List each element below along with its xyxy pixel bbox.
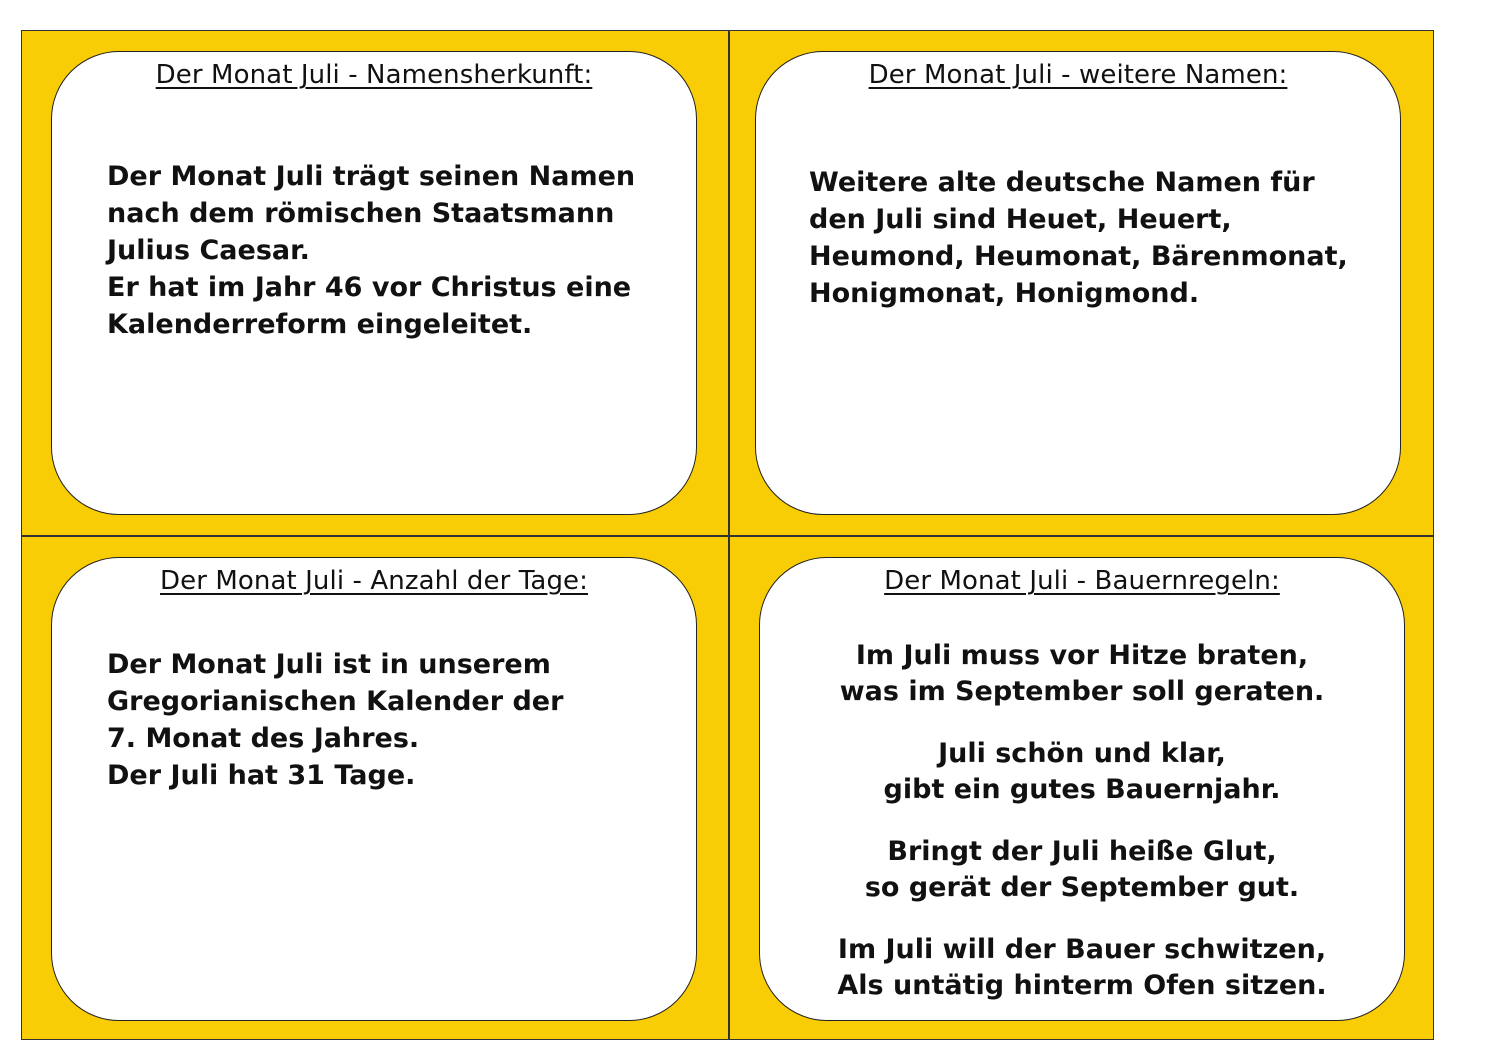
card-weitere-namen: [755, 51, 1401, 515]
card-body: [107, 646, 563, 794]
rule-line: Juli schön und klar,: [938, 738, 1226, 769]
rule-line: Im Juli muss vor Hitze braten,: [855, 640, 1309, 671]
card-anzahl-tage: [51, 557, 697, 1021]
card-title: Der Monat Juli - Bauernregeln:: [884, 566, 1280, 596]
card-body: [107, 158, 635, 343]
text-line: Der Monat Juli trägt seinen Namen: [107, 161, 636, 192]
text-line: Der Juli hat 31 Tage.: [107, 760, 416, 791]
text-line: Honigmonat, Honigmond.: [809, 278, 1200, 309]
card-title: Der Monat Juli - Anzahl der Tage:: [159, 566, 589, 596]
text-line: Julius Caesar.: [107, 235, 310, 266]
rule-item: [760, 736, 1404, 808]
card-bauernregeln: [759, 557, 1405, 1021]
card-cell-namensherkunft: [22, 31, 728, 535]
text-line: Kalenderreform eingeleitet.: [107, 309, 533, 340]
rules-list: [760, 638, 1404, 1030]
rule-item: [760, 834, 1404, 906]
rule-item: [760, 932, 1404, 1004]
card-cell-weitere-namen: [728, 31, 1433, 535]
rule-line: Im Juli will der Bauer schwitzen,: [837, 934, 1327, 965]
text-line: Der Monat Juli ist in unserem: [107, 649, 551, 680]
text-line: 7. Monat des Jahres.: [107, 723, 420, 754]
rule-line: so gerät der September gut.: [864, 872, 1300, 903]
card-sheet: [21, 30, 1434, 1040]
card-cell-bauernregeln: [728, 535, 1433, 1039]
card-title: Der Monat Juli - weitere Namen:: [868, 60, 1288, 90]
text-line: nach dem römischen Staatsmann: [107, 198, 615, 229]
card-body: [809, 164, 1348, 312]
rule-line: was im September soll geraten.: [839, 676, 1325, 707]
text-line: Heumond, Heumonat, Bärenmonat,: [809, 241, 1348, 272]
card-cell-anzahl-tage: [22, 535, 728, 1039]
text-line: Er hat im Jahr 46 vor Christus eine: [107, 272, 632, 303]
text-line: Weitere alte deutsche Namen für: [809, 167, 1315, 198]
card-namensherkunft: [51, 51, 697, 515]
text-line: Gregorianischen Kalender der: [107, 686, 564, 717]
card-title: Der Monat Juli - Namensherkunft:: [155, 60, 593, 90]
text-line: den Juli sind Heuet, Heuert,: [809, 204, 1232, 235]
rule-line: Bringt der Juli heiße Glut,: [887, 836, 1277, 867]
rule-line: Als untätig hinterm Ofen sitzen.: [837, 970, 1327, 1001]
rule-item: [760, 638, 1404, 710]
rule-line: gibt ein gutes Bauernjahr.: [883, 774, 1281, 805]
